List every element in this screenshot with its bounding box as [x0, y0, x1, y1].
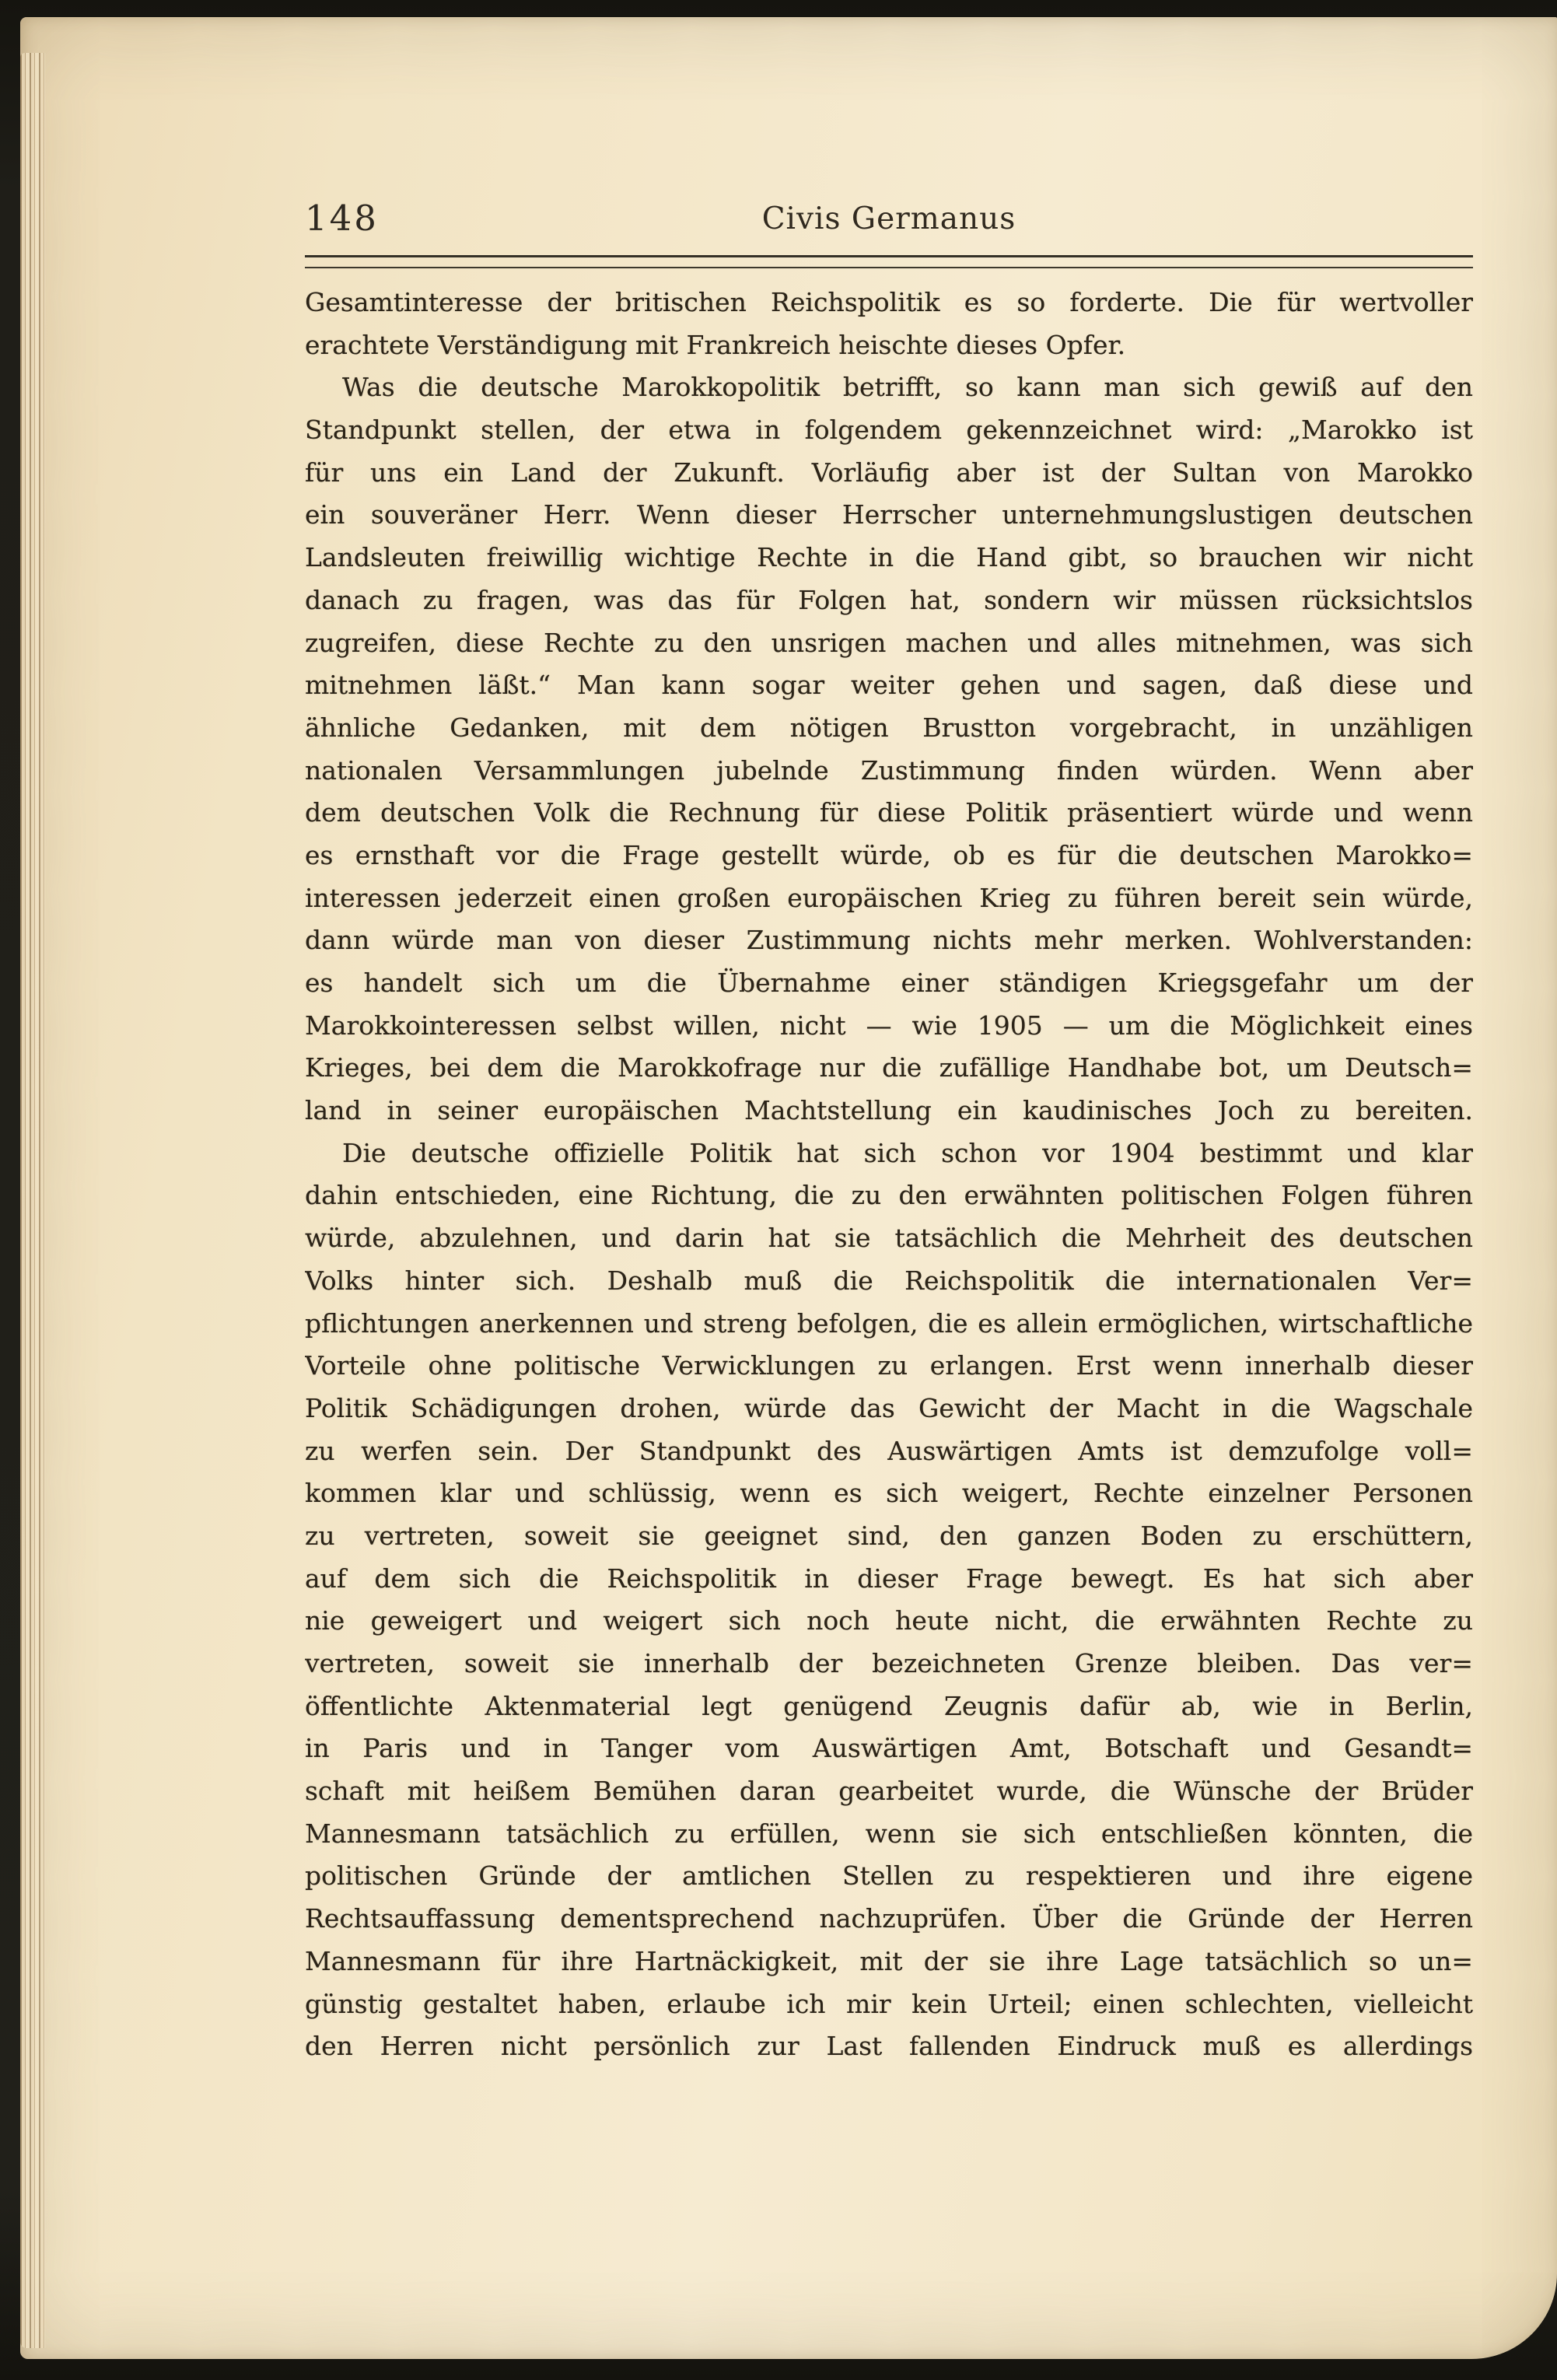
- text-line: Die deutsche offizielle Politik hat sich schon vor 1904 bestimmt und klar: [342, 1137, 1473, 1168]
- text-line: würde, abzulehnen, und darin hat sie tatsächlich die Mehrheit des deutschen: [305, 1223, 1473, 1254]
- text-line: Gesamtinteresse der britischen Reichspolitik es so forderte. Die für wertvoller: [305, 287, 1473, 317]
- text-line: nationalen Versammlungen jubelnde Zustimmung finden würden. Wenn aber: [305, 754, 1473, 786]
- text-line: zu werfen sein. Der Standpunkt des Auswärtigen Amts ist demzufolge voll=: [305, 1435, 1473, 1466]
- page-edge-stack: [20, 53, 45, 2348]
- text-line: land in seiner europäischen Machtstellung ein kaudinisches Joch zu bereiten.: [305, 1095, 1473, 1126]
- text-line: öffentlichte Aktenmaterial legt genügend Zeugnis dafür ab, wie in Berlin,: [305, 1690, 1473, 1721]
- body-text: [305, 282, 1473, 2068]
- text-line: danach zu fragen, was das für Folgen hat, sondern wir müssen rücksichtslos: [305, 584, 1473, 615]
- text-line: Mannesmann tatsächlich zu erfüllen, wenn sie sich entschließen könnten, die: [305, 1818, 1473, 1849]
- text-line: dem deutschen Volk die Rechnung für diese Politik präsentiert würde und wenn: [305, 797, 1473, 828]
- text-line: zugreifen, diese Rechte zu den unsrigen machen und alles mitnehmen, was sich: [305, 627, 1473, 658]
- text-line: Krieges, bei dem die Marokkofrage nur die zufällige Handhabe bot, um Deutsch=: [305, 1052, 1473, 1083]
- text-line: zu vertreten, soweit sie geeignet sind, den ganzen Boden zu erschüttern,: [305, 1520, 1473, 1551]
- text-line: politischen Gründe der amtlichen Stellen zu respektieren und ihre eigene: [305, 1860, 1473, 1892]
- text-line: Mannesmann für ihre Hartnäckigkeit, mit der sie ihre Lage tatsächlich so un=: [305, 1945, 1473, 1976]
- text-line: Landsleuten freiwillig wichtige Rechte in die Hand gibt, so brauchen wir nicht: [305, 542, 1473, 573]
- text-line: ähnliche Gedanken, mit dem nötigen Brustton vorgebracht, in unzähligen: [305, 712, 1473, 743]
- text-line: schaft mit heißem Bemühen daran gearbeitet wurde, die Wünsche der Brüder: [305, 1776, 1473, 1807]
- text-line: Rechtsauffassung dementsprechend nachzuprüfen. Über die Gründe der Herren: [305, 1903, 1473, 1934]
- text-line: dahin entschieden, eine Richtung, die zu den erwähnten politischen Folgen führen: [305, 1180, 1473, 1211]
- text-line: Politik Schädigungen drohen, würde das Gewicht der Macht in die Wagschale: [305, 1392, 1473, 1423]
- text-line: Standpunkt stellen, der etwa in folgendem gekennzeichnet wird: „Marokko ist: [305, 415, 1473, 446]
- paper-page: [20, 17, 1557, 2359]
- text-line: kommen klar und schlüssig, wenn es sich weigert, Rechte einzelner Personen: [305, 1478, 1473, 1509]
- text-line: pflichtungen anerkennen und streng befolgen, die es allein ermöglichen, wirtschaftliche: [305, 1307, 1473, 1339]
- text-line: ein souveräner Herr. Wenn dieser Herrscher unternehmungslustigen deutschen: [305, 499, 1473, 530]
- text-line: auf dem sich die Reichspolitik in dieser Frage bewegt. Es hat sich aber: [305, 1563, 1473, 1594]
- text-line: nie geweigert und weigert sich noch heute nicht, die erwähnten Rechte zu: [305, 1605, 1473, 1636]
- header-rule: [305, 255, 1473, 268]
- text-line: in Paris und in Tanger vom Auswärtigen Amt, Botschaft und Gesandt=: [305, 1733, 1473, 1764]
- text-line: interessen jederzeit einen großen europäischen Krieg zu führen bereit sein würde,: [305, 882, 1473, 913]
- running-title: Civis Germanus: [761, 201, 1016, 236]
- page-number: 148: [305, 198, 379, 239]
- text-line: vertreten, soweit sie innerhalb der bezeichneten Grenze bleiben. Das ver=: [305, 1648, 1473, 1678]
- text-line: für uns ein Land der Zukunft. Vorläufig aber ist der Sultan von Marokko: [305, 457, 1473, 488]
- text-line: günstig gestaltet haben, erlaube ich mir kein Urteil; einen schlechten, vielleicht: [305, 1988, 1473, 2019]
- text-line: es ernsthaft vor die Frage gestellt würde, ob es für die deutschen Marokko=: [305, 839, 1473, 870]
- text-line: Was die deutsche Marokkopolitik betrifft, so kann man sich gewiß auf den: [342, 372, 1473, 403]
- text-line: Volks hinter sich. Deshalb muß die Reichspolitik die internationalen Ver=: [305, 1265, 1473, 1296]
- text-line: den Herren nicht persönlich zur Last fallenden Eindruck muß es allerdings: [305, 2031, 1473, 2062]
- text-line: Vorteile ohne politische Verwicklungen zu erlangen. Erst wenn innerhalb dieser: [305, 1350, 1473, 1381]
- text-line: Marokkointeressen selbst willen, nicht — wie 1905 — um die Möglichkeit eines: [305, 1010, 1473, 1041]
- text-line: es handelt sich um die Übernahme einer ständigen Kriegsgefahr um der: [305, 968, 1473, 998]
- page-header: [305, 198, 1473, 244]
- text-line: erachtete Verständigung mit Frankreich heischte dieses Opfer.: [305, 329, 1126, 360]
- text-line: mitnehmen läßt.“ Man kann sogar weiter gehen und sagen, daß diese und: [305, 670, 1473, 701]
- text-line: dann würde man von dieser Zustimmung nichts mehr merken. Wohlverstanden:: [305, 925, 1473, 956]
